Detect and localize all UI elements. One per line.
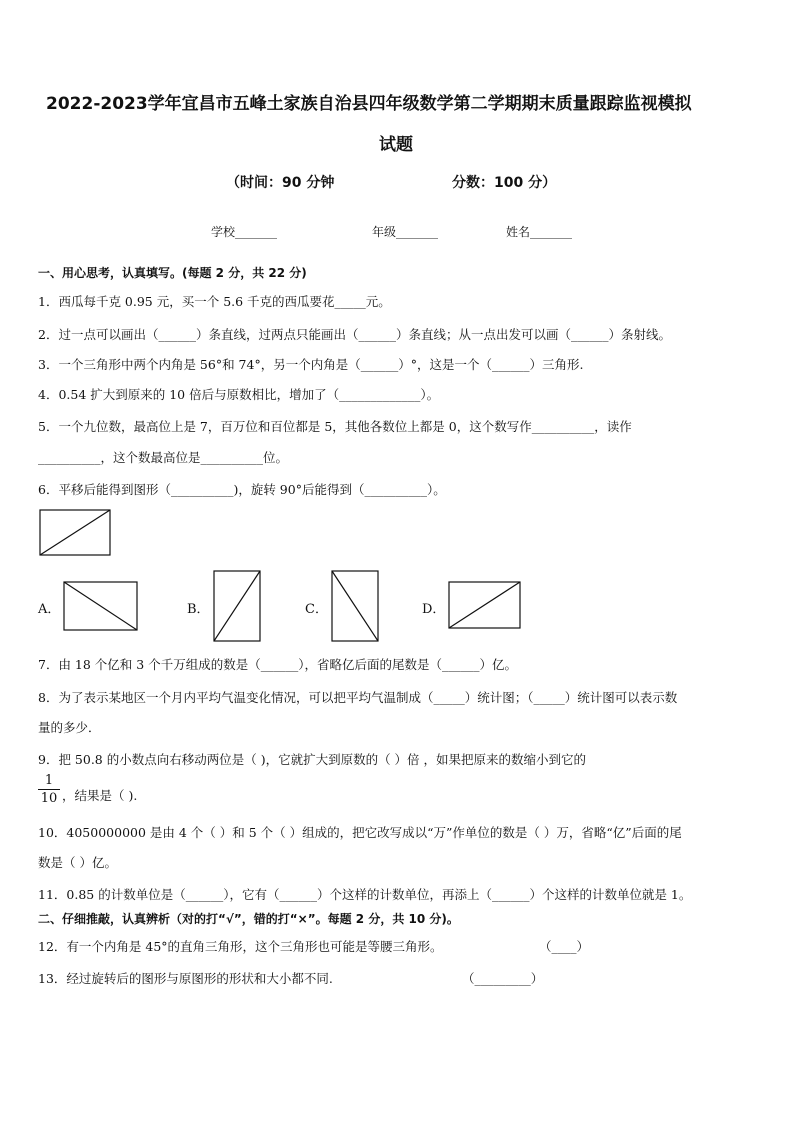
question-13-answer-blank: （_________）	[462, 971, 544, 986]
question-10-line-2: 数是（ ）亿。	[38, 855, 117, 870]
title-line-1: 2022-2023学年宜昌市五峰土家族自治县四年级数学第二学期期末质量跟踪监视模拟	[46, 94, 692, 114]
fraction-numerator: 1	[38, 772, 60, 790]
question-12: 12．有一个内角是 45°的直角三角形，这个三角形也可能是等腰三角形。	[38, 939, 443, 954]
question-3: 3．一个三角形中两个内角是 56°和 74°，另一个内角是（______）°，这是一个（______）三角形.	[38, 357, 584, 372]
question-10-line-1: 10．4050000000 是由 4 个（ ）和 5 个（ ）组成的，把它改写成以“万”作单位的数是（ ）万，省略“亿”后面的尾	[38, 825, 682, 840]
question-9-line-1: 9．把 50.8 的小数点向右移动两位是（ )，它就扩大到原数的（ ）倍 ，如果把原来的数缩小到它的	[38, 752, 587, 767]
question-9-line-2: ，结果是（ ).	[62, 788, 138, 803]
name-field: 姓名_______	[506, 225, 573, 239]
question-2: 2．过一点可以画出（______）条直线，过两点只能画出（______）条直线；从一点出发可以画（______）条射线。	[38, 327, 671, 342]
school-field: 学校_______	[211, 225, 278, 239]
question-5-line-1: 5．一个九位数，最高位上是 7，百万位和百位都是 5，其他各数位上都是 0，这个数写作__________，读作	[38, 419, 632, 434]
exam-time: （时间：90 分钟	[226, 175, 335, 191]
question-11: 11．0.85 的计数单位是（______），它有（______）个这样的计数单位，再添上（______）个这样的计数单位就是 1。	[38, 887, 692, 902]
section-2-heading: 二、仔细推敲，认真辨析（对的打“√”，错的打“×”。每题 2 分，共 10 分)。	[38, 912, 459, 926]
title-line-2: 试题	[379, 135, 413, 155]
question-6: 6．平移后能得到图形（__________)，旋转 90°后能得到（__________）。	[38, 482, 446, 497]
section-1-heading: 一、用心思考，认真填写。(每题 2 分，共 22 分)	[38, 266, 307, 280]
original-shape-figure	[39, 509, 111, 556]
option-d-label: D．	[422, 602, 446, 617]
exam-score: 分数：100 分）	[452, 175, 557, 191]
option-a-label: A．	[38, 602, 61, 617]
option-c-figure	[331, 570, 379, 642]
question-8-line-1: 8．为了表示某地区一个月内平均气温变化情况，可以把平均气温制成（_____）统计图；（_____）统计图可以表示数	[38, 690, 678, 705]
question-4: 4．0.54 扩大到原来的 10 倍后与原数相比，增加了（_____________）。	[38, 387, 440, 402]
option-d-figure	[448, 581, 521, 629]
question-12-answer-blank: （____）	[539, 939, 590, 954]
question-5-line-2: __________，这个数最高位是__________位。	[38, 450, 289, 465]
question-13: 13．经过旋转后的图形与原图形的形状和大小都不同.	[38, 971, 333, 986]
grade-field: 年级_______	[372, 225, 439, 239]
question-8-line-2: 量的多少．	[38, 720, 101, 735]
question-1: 1．西瓜每千克 0.95 元，买一个 5.6 千克的西瓜要花_____元。	[38, 294, 391, 309]
option-a-figure	[63, 581, 138, 631]
option-b-label: B．	[187, 602, 210, 617]
question-9-fraction	[38, 772, 60, 807]
fraction-denominator: 10	[40, 791, 58, 806]
option-c-label: C．	[305, 602, 328, 617]
option-b-figure	[213, 570, 261, 642]
question-7: 7．由 18 个亿和 3 个千万组成的数是（______），省略亿后面的尾数是（______）亿。	[38, 657, 517, 672]
